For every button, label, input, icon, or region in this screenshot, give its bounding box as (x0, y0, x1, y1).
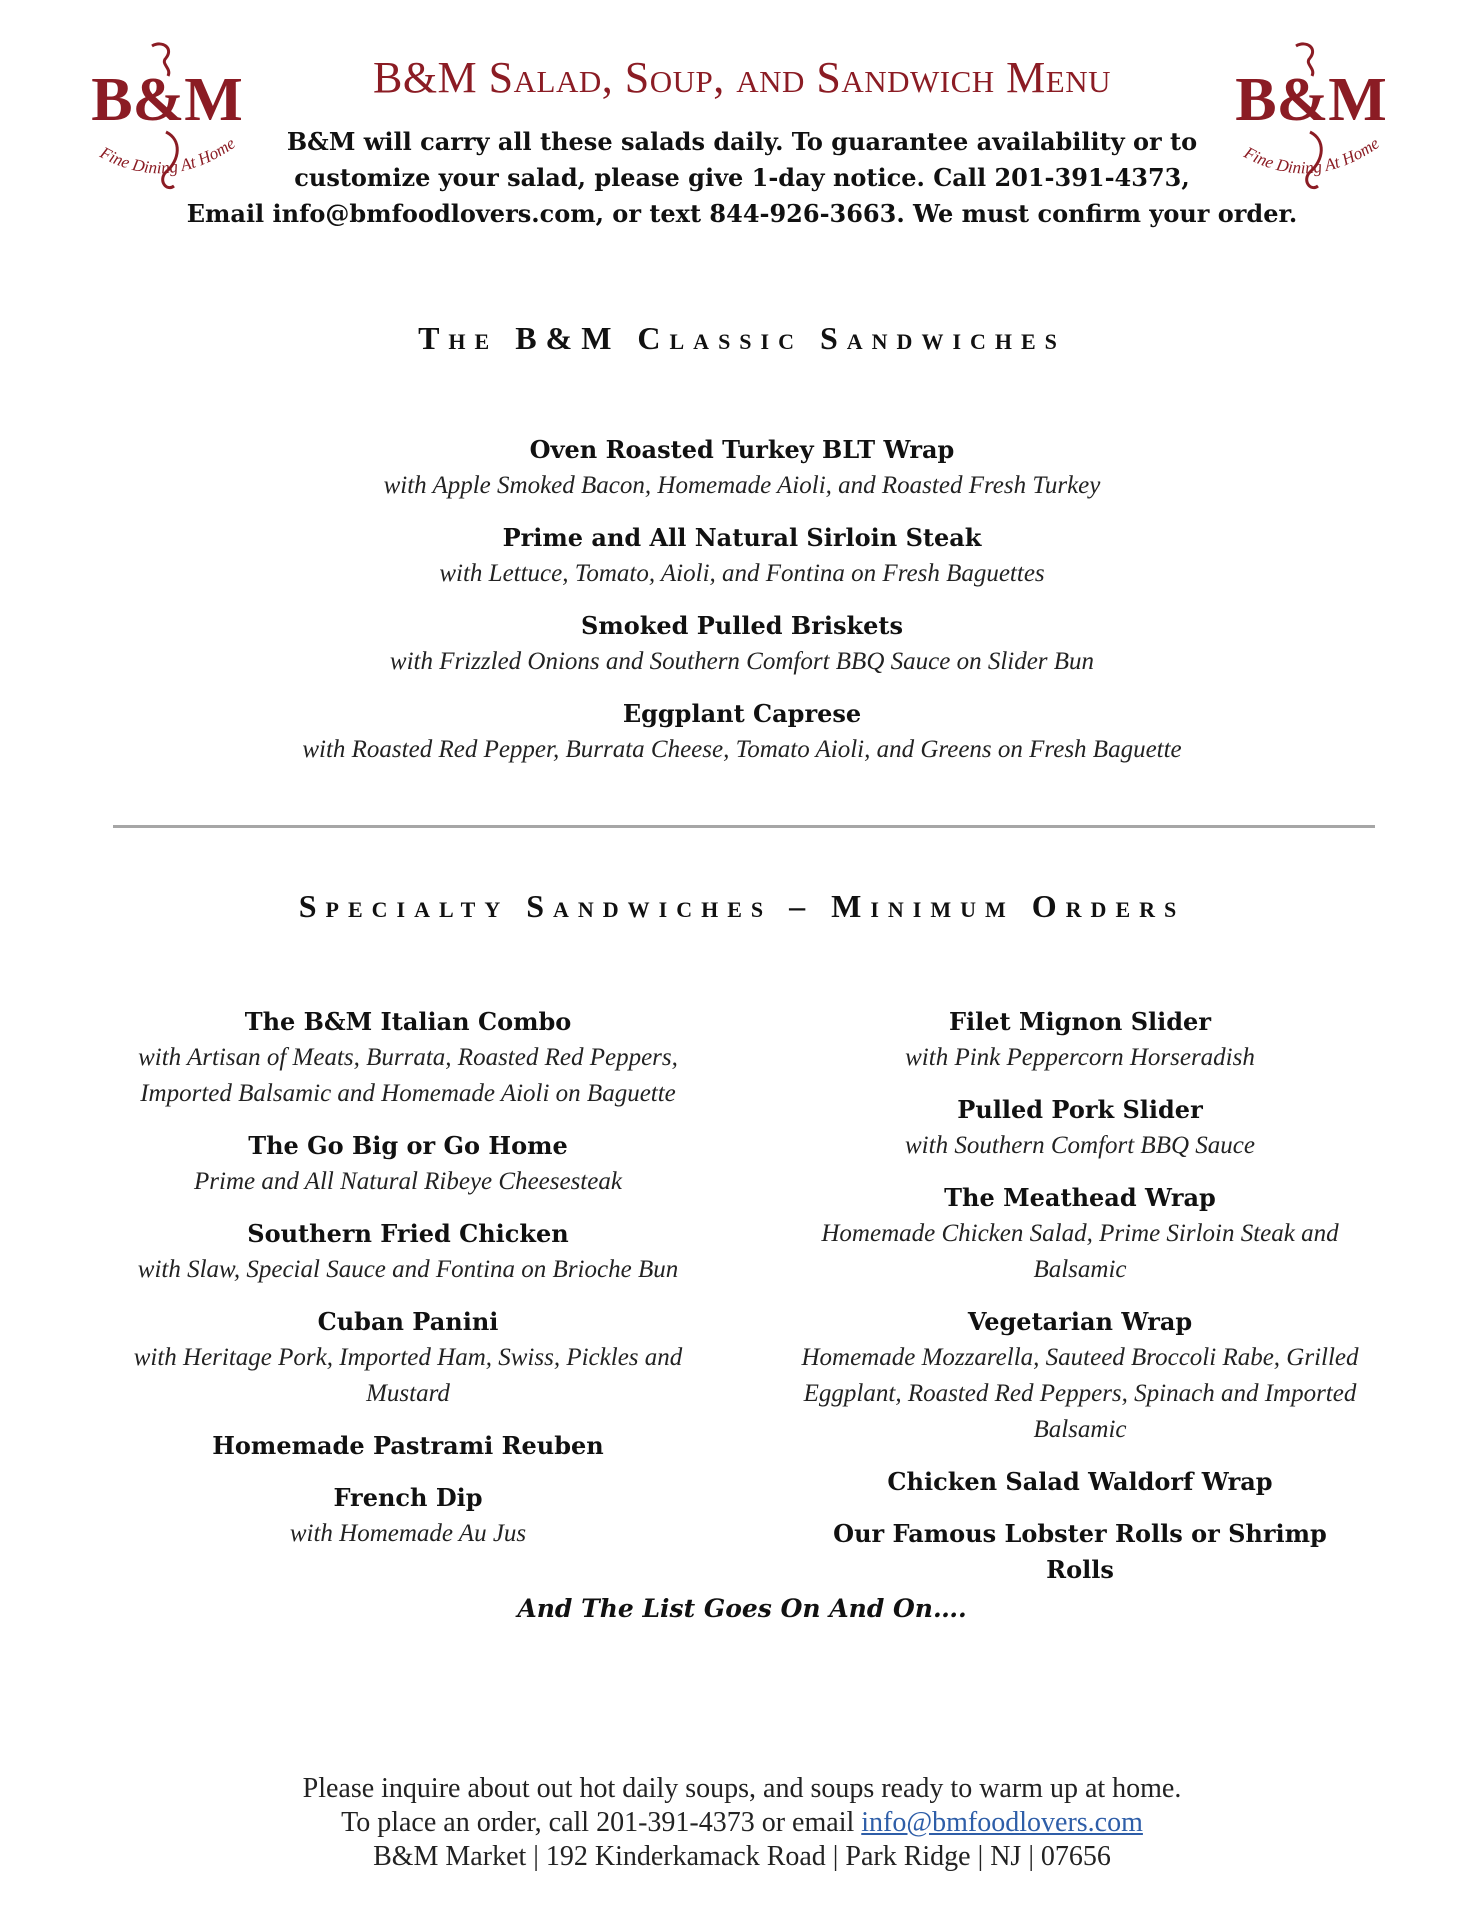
footer-order-line (0, 1806, 1484, 1840)
item-description: with Homemade Au Jus (289, 1520, 527, 1547)
menu-item (0, 608, 1484, 680)
footer-address-line: B&M Market | 192 Kinderkamack Road | Park Ridge | NJ | 07656 (373, 1841, 1111, 1872)
section-divider (113, 825, 1375, 828)
item-description: with Apple Smoked Bacon, Homemade Aioli, and Roasted Fresh Turkey (383, 472, 1101, 499)
menu-item (800, 1464, 1360, 1500)
item-name: Smoked Pulled Briskets (581, 611, 903, 640)
item-description: Homemade Chicken Salad, Prime Sirloin Steak and (821, 1220, 1339, 1247)
item-description: with Slaw, Special Sauce and Fontina on Brioche Bun (137, 1256, 679, 1283)
item-description: Eggplant, Roasted Red Peppers, Spinach and Imported (803, 1380, 1357, 1407)
item-description: with Heritage Pork, Imported Ham, Swiss, Pickles and (133, 1344, 683, 1371)
menu-item (128, 1304, 688, 1412)
item-description: with Roasted Red Pepper, Burrata Cheese, Tomato Aioli, and Greens on Fresh Baguette (302, 736, 1182, 763)
menu-item (0, 696, 1484, 768)
menu-title: B&M Salad, Soup, and Sandwich Menu (372, 53, 1112, 102)
item-name: Chicken Salad Waldorf Wrap (887, 1467, 1273, 1496)
menu-item (800, 1516, 1360, 1588)
item-description: with Artisan of Meats, Burrata, Roasted Red Peppers, (138, 1044, 678, 1071)
item-name: Cuban Panini (317, 1307, 499, 1336)
menu-item (128, 1480, 688, 1552)
logo-tagline: Fine Dining At Home (1240, 133, 1383, 178)
item-name: Our Famous Lobster Rolls or Shrimp Rolls (833, 1519, 1327, 1584)
item-name: Pulled Pork Slider (957, 1095, 1203, 1124)
email-link[interactable]: info@bmfoodlovers.com (861, 1807, 1143, 1838)
item-description: Balsamic (1033, 1416, 1127, 1443)
item-name: Eggplant Caprese (622, 699, 862, 728)
specialty-column-left (128, 1004, 688, 1568)
menu-item (800, 1092, 1360, 1164)
item-description: with Lettuce, Tomato, Aioli, and Fontina on Fresh Baguettes (439, 560, 1045, 587)
item-description: Prime and All Natural Ribeye Cheesesteak (194, 1168, 622, 1195)
item-name: Prime and All Natural Sirloin Steak (502, 523, 982, 552)
logo-text: B&M (1235, 66, 1387, 134)
specialty-section-title: Specialty Sandwiches – Minimum Orders (298, 888, 1186, 924)
item-description: with Southern Comfort BBQ Sauce (905, 1132, 1255, 1159)
item-name: Homemade Pastrami Reuben (212, 1431, 604, 1460)
item-name: Filet Mignon Slider (949, 1007, 1211, 1036)
item-name: The Go Big or Go Home (248, 1131, 568, 1160)
item-name: Vegetarian Wrap (967, 1307, 1193, 1336)
item-description: with Frizzled Onions and Southern Comfort BBQ Sauce on Slider Bun (389, 648, 1095, 675)
item-name: Oven Roasted Turkey BLT Wrap (529, 435, 955, 464)
menu-item (128, 1428, 688, 1464)
tagline: And The List Goes On And On…. (517, 1594, 967, 1623)
menu-item (800, 1004, 1360, 1076)
item-description: Balsamic (1033, 1256, 1127, 1283)
item-description: Imported Balsamic and Homemade Aioli on Baguette (140, 1080, 676, 1107)
item-name: The B&M Italian Combo (244, 1007, 572, 1036)
item-name: Southern Fried Chicken (247, 1219, 569, 1248)
notice-line: customize your salad, please give 1-day notice. Call 201-391-4373, (294, 163, 1190, 192)
item-description: Mustard (366, 1380, 450, 1407)
menu-item (0, 432, 1484, 504)
order-notice (150, 124, 1334, 232)
notice-line: B&M will carry all these salads daily. To guarantee availability or to (286, 127, 1198, 156)
footer-soup-line: Please inquire about out hot daily soups, and soups ready to warm up at home. (302, 1773, 1182, 1804)
notice-line: Email info@bmfoodlovers.com, or text 844-926-3663. We must confirm your order. (186, 199, 1298, 228)
item-description: Homemade Mozzarella, Sauteed Broccoli Rabe, Grilled (801, 1344, 1359, 1371)
classic-sandwich-list (0, 432, 1484, 784)
menu-item (128, 1004, 688, 1112)
logo-text: B&M (91, 66, 243, 134)
item-description: with Pink Peppercorn Horseradish (905, 1044, 1255, 1071)
menu-item (800, 1304, 1360, 1448)
classic-section-title: The B&M Classic Sandwiches (418, 320, 1066, 356)
menu-item (128, 1128, 688, 1200)
footer (0, 1772, 1484, 1874)
menu-item (128, 1216, 688, 1288)
item-name: French Dip (333, 1483, 483, 1512)
footer-order-prefix: To place an order, call 201-391-4373 or email (341, 1807, 862, 1838)
item-name: The Meathead Wrap (944, 1183, 1216, 1212)
menu-item (800, 1180, 1360, 1288)
menu-item (0, 520, 1484, 592)
logo-tagline: Fine Dining At Home (96, 133, 239, 178)
specialty-column-right (800, 1004, 1360, 1604)
